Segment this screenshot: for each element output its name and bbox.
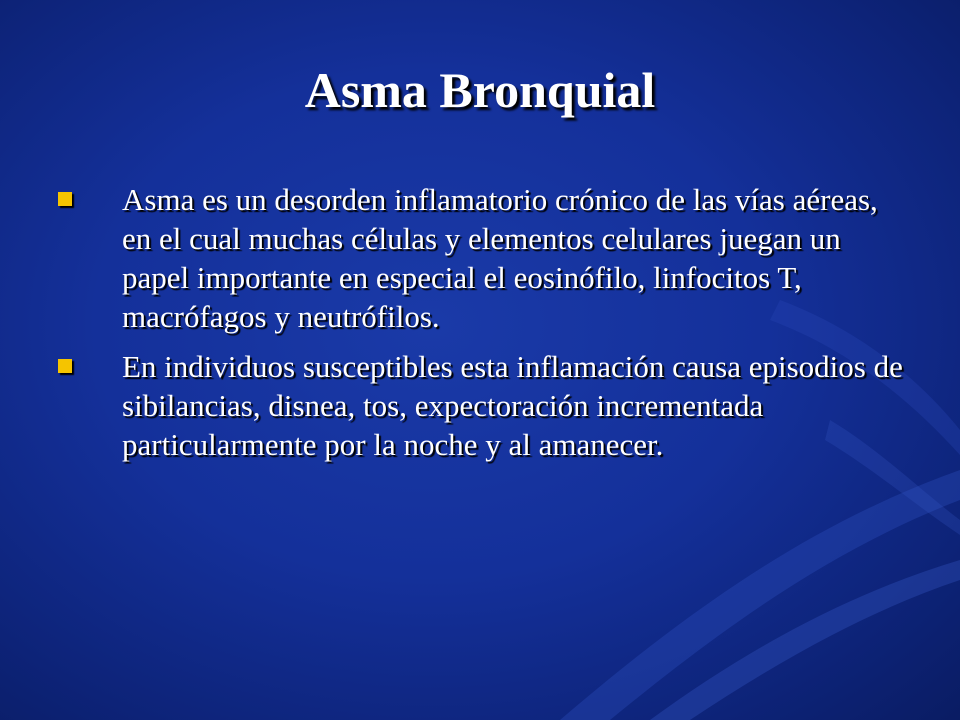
- slide-title: Asma Bronquial: [304, 62, 656, 118]
- bullet-list: [58, 180, 908, 475]
- square-bullet-icon: [58, 192, 72, 206]
- bullet-item: [58, 347, 908, 464]
- bullet-text: Asma es un desorden inflamatorio crónico de las vías aéreas, en el cual muchas células y elementos celulares juegan un papel importante en especial el eosinófilo, linfocitos T, macrófagos y neutrófilos.: [122, 182, 878, 334]
- square-bullet-icon: [58, 359, 72, 373]
- bullet-item: [58, 180, 908, 336]
- bullet-text: En individuos susceptibles esta inflamación causa episodios de sibilancias, disnea, tos, expectoración incrementada particularmente por la noche y al amanecer.: [122, 349, 903, 462]
